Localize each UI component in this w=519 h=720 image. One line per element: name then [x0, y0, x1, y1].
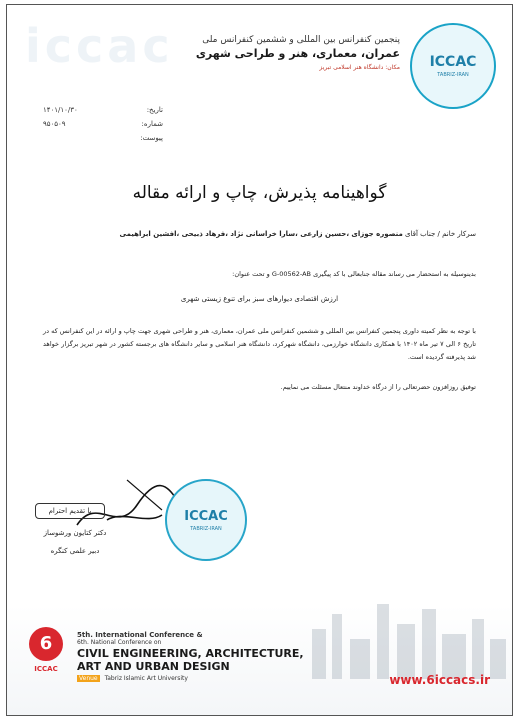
- thanks-text: توفیق روزافزون حضرتعالی را از درگاه خداوند منتعال مسئلت می نماییم.: [280, 383, 476, 391]
- number-row: [43, 117, 163, 131]
- stamp-brand: ICCAC: [184, 508, 228, 524]
- acceptance-paragraph: با توجه به نظر کمیته داوری پنجمین کنفرانس بین المللی و ششمین کنفرانس ملی عمران، معماری، هنر و طراحی شهری جهت چاپ و ارائه در این کنفرانس که در تاریخ ۶ الی ۷ تیر ماه ۱۴۰۲ با همکاری دانشگاه خوارزمی، دانشگاه شهرکرد، دانشگاه هنر اسلامی و سایر دانشگاه های برجسته کشور در شهر تبریز برگزار خواهد شد پذیرفته گردیده است.: [43, 327, 477, 361]
- recipient-prefix: سرکار خانم / جناب آقای: [405, 230, 476, 238]
- signer-name: دکتر کتایون ورشوساز: [43, 529, 107, 537]
- conference-stamp: [165, 479, 247, 561]
- venue-tag: Venue: [79, 675, 98, 682]
- location-text: مکان: دانشگاه هنر اسلامی تبریز: [319, 64, 400, 71]
- footer-venue: [77, 675, 317, 682]
- paper-title: ارزش اقتصادی دیوارهای سبز برای تنوع زیستی شهری: [180, 295, 339, 303]
- stamp-sub: TABRIZ-IRAN: [190, 525, 222, 532]
- footer-conference-title: [77, 631, 317, 682]
- logo-brand: ICCAC: [429, 54, 477, 70]
- header-line2: عمران، معماری، هنر و طراحی شهری: [195, 47, 400, 60]
- signature-box: با تقدیم احترام: [35, 503, 105, 519]
- city-skyline-graphic: [302, 589, 512, 679]
- footer-line4: ART AND URBAN DESIGN: [77, 660, 230, 673]
- conference-logo: [410, 23, 496, 109]
- footer-logo-brand: ICCAC: [34, 665, 58, 673]
- date-label: تاریخ:: [146, 106, 163, 114]
- date-row: [43, 103, 163, 117]
- conference-header: [196, 35, 400, 71]
- logo-sub: TABRIZ-IRAN: [437, 72, 469, 78]
- number-label: شماره:: [141, 120, 163, 128]
- footer-line2: 6th. National Conference on: [77, 639, 162, 646]
- recipient-line: [43, 230, 476, 238]
- header-watermark: iccac: [25, 19, 174, 73]
- recipient-names: منصوره جوزای ،حسین زارعی ،سارا خراسانی نژاد ،فرهاد ذبیحی ،افشین ابراهیمی: [119, 230, 403, 238]
- number-value: ۹۵۰۵۰۹: [43, 120, 66, 128]
- header-line1: پنجمین کنفرانس بین المللی و ششمین کنفرانس ملی: [202, 35, 400, 45]
- footer-line1: 5th. International Conference &: [77, 631, 203, 639]
- venue-name: Tabriz Islamic Art University: [104, 675, 188, 682]
- footer-line3: CIVIL ENGINEERING, ARCHITECTURE,: [77, 647, 304, 660]
- meta-fields: [43, 103, 163, 145]
- date-value: ۱۴۰۱/۱۰/۳۰: [43, 106, 78, 114]
- certificate-page: [6, 4, 513, 716]
- attachment-label: پیوست:: [140, 134, 163, 142]
- footer-logo: [25, 627, 67, 691]
- footer-logo-mark: 6: [29, 627, 63, 661]
- attachment-row: [43, 131, 163, 145]
- header-location: [196, 64, 400, 71]
- signer-role: دبیر علمی کنگره: [50, 547, 100, 555]
- intro-text: بدینوسیله به استحضار می رساند مقاله جنابعالی با کد پیگیری G-00562-AB و تحت عنوان:: [232, 270, 476, 278]
- website-link[interactable]: www.6iccacs.ir: [389, 673, 490, 687]
- certificate-title: گواهینامه پذیرش، چاپ و ارائه مقاله: [132, 183, 387, 203]
